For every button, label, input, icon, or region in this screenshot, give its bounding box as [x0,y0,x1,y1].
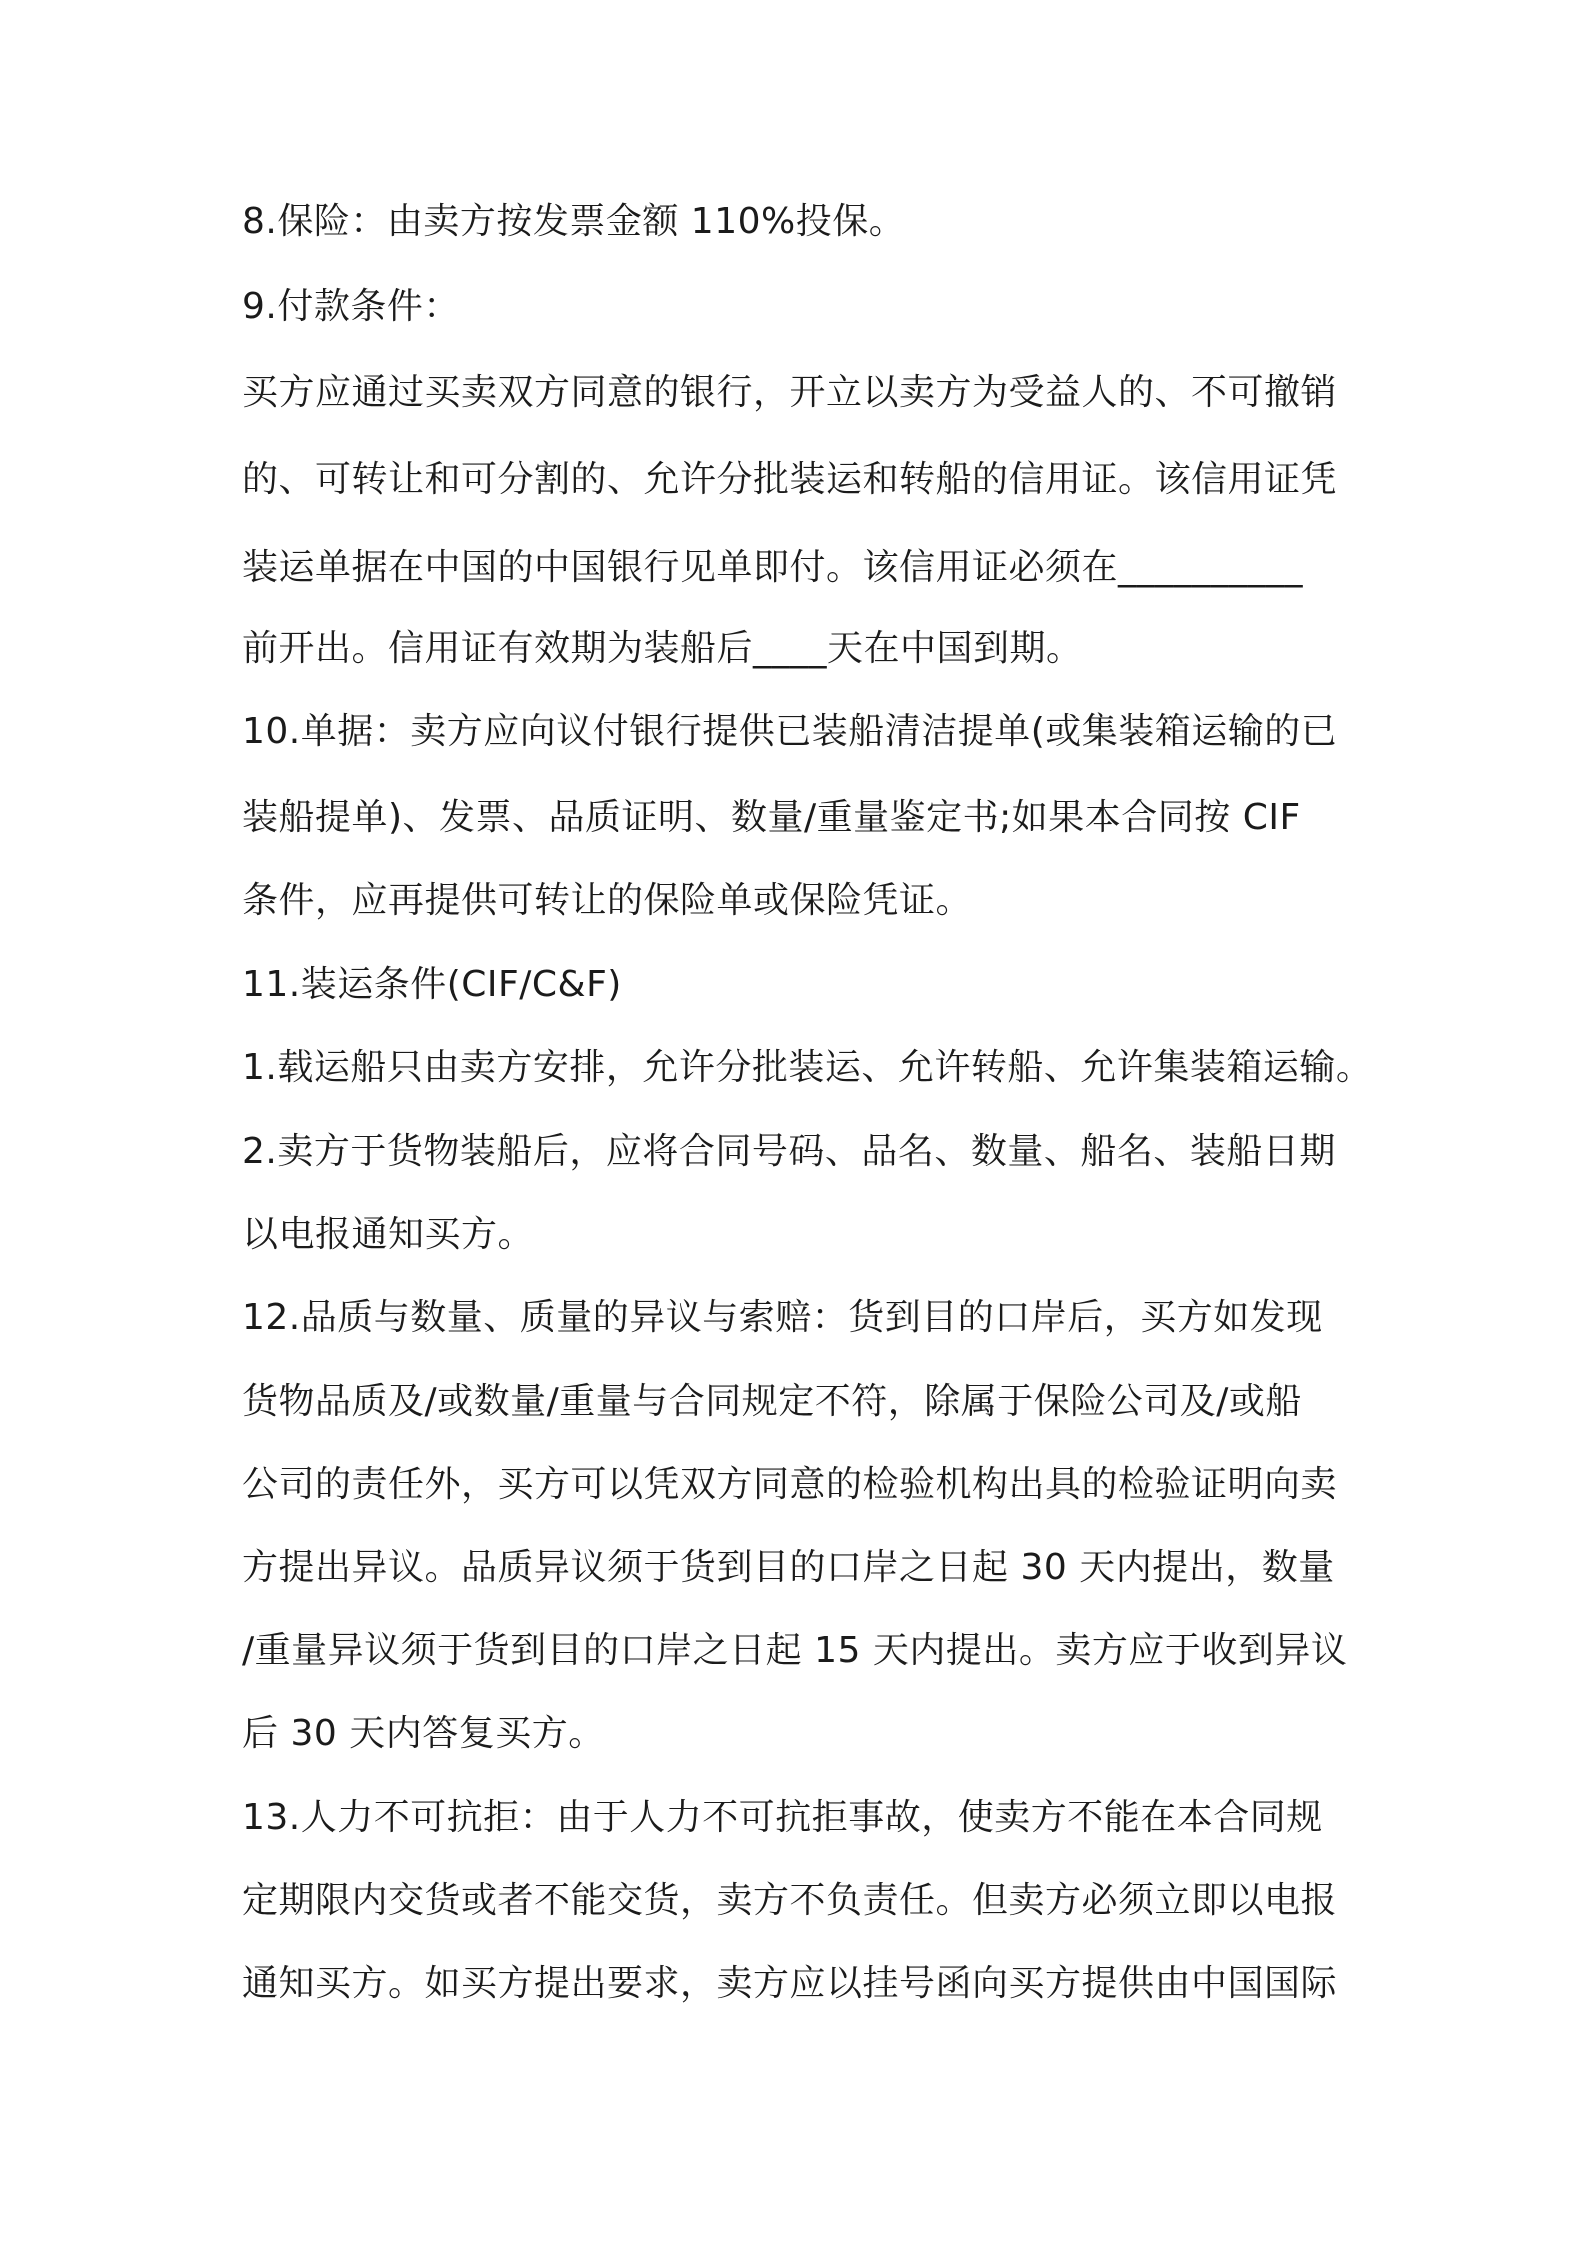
text-line-claims-heading: 12.品质与数量、质量的异议与索赔：货到目的口岸后，买方如发现 [242,1297,1323,1338]
text-line-documents-heading: 10.单据：卖方应向议付银行提供已装船清洁提单(或集装箱运输的已 [242,711,1338,752]
text-line: 条件，应再提供可转让的保险单或保险凭证。 [242,880,973,921]
text-line: 后 30 天内答复买方。 [242,1713,605,1754]
text-line: 货物品质及/或数量/重量与合同规定不符，除属于保险公司及/或船 [242,1381,1302,1422]
text-line: 装船提单)、发票、品质证明、数量/重量鉴定书;如果本合同按 CIF [242,797,1301,838]
text-line: 的、可转让和可分割的、允许分批装运和转船的信用证。该信用证凭 [242,459,1338,500]
text-line-payment-heading: 9.付款条件： [242,286,460,327]
text-line: 通知买方。如买方提出要求，卖方应以挂号函向买方提供由中国国际 [242,1963,1338,2004]
text-line: /重量异议须于货到目的口岸之日起 15 天内提出。卖方应于收到异议 [242,1630,1348,1671]
text-line: 买方应通过买卖双方同意的银行，开立以卖方为受益人的、不可撤销 [242,372,1338,413]
text-line-force-majeure-heading: 13.人力不可抗拒：由于人力不可抗拒事故，使卖方不能在本合同规 [242,1797,1323,1838]
text-line: 定期限内交货或者不能交货，卖方不负责任。但卖方必须立即以电报 [242,1880,1338,1921]
text-line: 1.载运船只由卖方安排，允许分批装运、允许转船、允许集装箱运输。 [242,1047,1373,1088]
text-line-insurance: 8.保险：由卖方按发票金额 110%投保。 [242,201,906,242]
text-line-shipment-heading: 11.装运条件(CIF/C&F) [242,964,622,1005]
text-line: 装运单据在中国的中国银行见单即付。该信用证必须在__________ [242,547,1304,588]
text-line: 公司的责任外，买方可以凭双方同意的检验机构出具的检验证明向卖 [242,1464,1338,1505]
text-line: 方提出异议。品质异议须于货到目的口岸之日起 30 天内提出，数量 [242,1547,1335,1588]
text-line: 以电报通知买方。 [242,1214,535,1255]
text-line: 前开出。信用证有效期为装船后____天在中国到期。 [242,628,1083,669]
text-line: 2.卖方于货物装船后，应将合同号码、品名、数量、船名、装船日期 [242,1131,1336,1172]
